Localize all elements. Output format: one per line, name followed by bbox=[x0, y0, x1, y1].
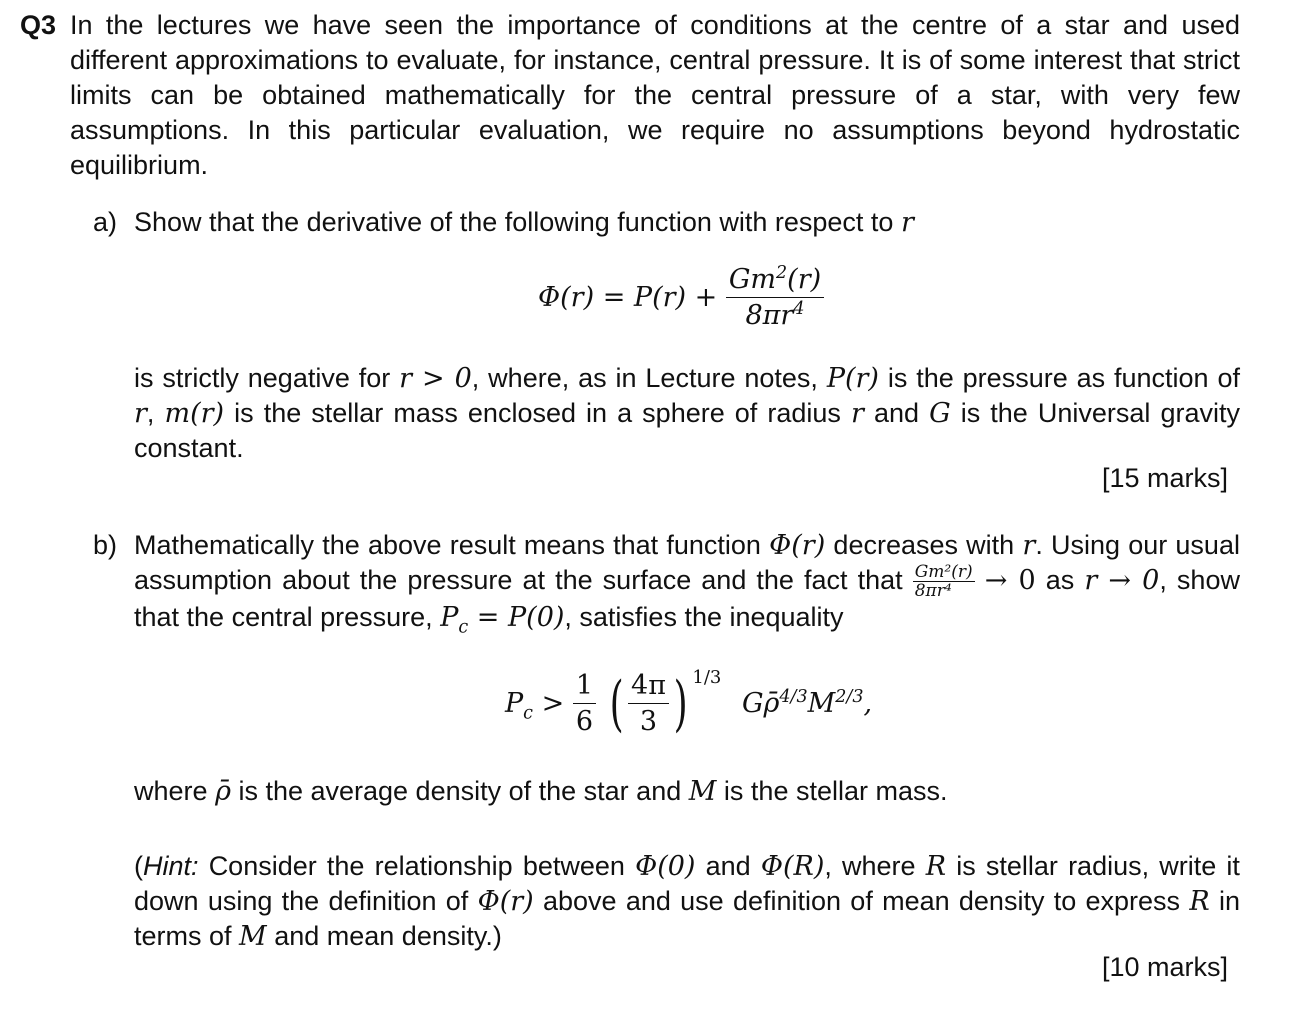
part-a-lead-text: Show that the derivative of the following function with respect to bbox=[134, 207, 894, 237]
phi-equation-denominator bbox=[726, 298, 824, 333]
ineq-left-paren: ( bbox=[609, 668, 624, 739]
hint-5: above and use definition of mean density to express bbox=[542, 886, 1181, 916]
den-base: 8πr bbox=[745, 300, 794, 331]
ineq-four-pi-thirds bbox=[628, 668, 669, 739]
part-b-arrow0: → 0 bbox=[984, 565, 1036, 596]
part-a-label: a) bbox=[93, 207, 118, 237]
hint-3: , where bbox=[824, 851, 916, 881]
num-tail: (r) bbox=[787, 264, 822, 295]
ineq-four-pi: 4π bbox=[628, 668, 669, 704]
den-sup: 4 bbox=[793, 299, 805, 319]
phi-equation-numerator bbox=[726, 262, 824, 298]
ineq-lhs-sub: c bbox=[523, 703, 533, 724]
pressure-inequality bbox=[505, 668, 872, 739]
part-a-body-2: , where, as in Lecture notes, bbox=[471, 363, 818, 393]
part-b-hint bbox=[134, 849, 1240, 954]
phi-equation-fraction bbox=[726, 262, 824, 333]
where-M: M bbox=[688, 776, 717, 807]
hint-R2: R bbox=[1189, 886, 1210, 917]
part-a-body-4: is the stellar mass enclosed in a sphere of radius bbox=[234, 398, 841, 428]
question-intro: In the lectures we have seen the importance of conditions at the centre of a star and used different approximations to evaluate, for instance, central pressure. It is of some interest that strict limits can be obtained mathematically for the central pressure of a star, with very few assumptions. In this particular evaluation, we require no assumptions beyond hydrostatic equilibrium. bbox=[70, 10, 1240, 180]
part-a-cond: r > 0 bbox=[399, 363, 472, 394]
hint-phiR: Φ(R) bbox=[760, 851, 825, 882]
part-a-body-1: is strictly negative for bbox=[134, 363, 391, 393]
part-a-comma: , bbox=[146, 398, 155, 428]
part-b-Pc bbox=[440, 602, 565, 638]
where-2: is the average density of the star and bbox=[238, 776, 682, 806]
hint-phi0: Φ(0) bbox=[635, 851, 696, 882]
hint-R: R bbox=[925, 851, 947, 882]
ineq-six: 6 bbox=[575, 706, 593, 737]
where-rho-bar: ρ̄ bbox=[215, 776, 231, 807]
part-a-r-var2: r bbox=[850, 398, 864, 429]
hint-7: and mean density.) bbox=[274, 921, 502, 951]
part-a-G-var: G bbox=[929, 398, 951, 429]
hint-open: ( bbox=[134, 851, 143, 881]
hint-4: is stellar radius, write it down using the definition of bbox=[134, 851, 1240, 916]
part-b-r1: r bbox=[1022, 530, 1036, 561]
num-base: Gm bbox=[728, 264, 777, 295]
small-frac-num: Gm²(r) bbox=[914, 562, 973, 583]
part-a-m-r: m(r) bbox=[164, 398, 225, 429]
ineq-G-rho: Gρ̄ bbox=[741, 688, 780, 719]
hint-2: and bbox=[705, 851, 751, 881]
part-b-marks: [10 marks] bbox=[1101, 952, 1228, 982]
part-a-body-3: is the pressure as function of bbox=[887, 363, 1240, 393]
part-a-lead-var: r bbox=[900, 207, 914, 238]
phi-equation-lhs: Φ(r) = P(r) + bbox=[538, 282, 718, 313]
hint-M: M bbox=[239, 921, 267, 952]
hint-phi-r: Φ(r) bbox=[477, 886, 534, 917]
ineq-gt: > bbox=[541, 688, 565, 719]
part-b-where bbox=[134, 774, 948, 809]
part-a-marks: [15 marks] bbox=[1101, 463, 1228, 493]
ineq-comma: , bbox=[863, 688, 873, 719]
hint-1: Consider the relationship between bbox=[208, 851, 625, 881]
small-frac-den: 8πr⁴ bbox=[914, 581, 952, 602]
hint-6: in terms of bbox=[134, 886, 1240, 951]
phi-equation bbox=[538, 262, 824, 333]
ineq-M-exp: 2/3 bbox=[835, 687, 864, 707]
part-a-lead bbox=[134, 205, 914, 240]
num-sup: 2 bbox=[776, 263, 788, 283]
part-b-body bbox=[134, 528, 1240, 638]
part-a-body-6: is the Universal gravity constant. bbox=[134, 398, 1240, 463]
part-b-Pc-rhs: = P(0) bbox=[476, 602, 565, 634]
part-b-t3: . Using our usual assumption about the pressure at the surface and the fact that bbox=[134, 530, 1240, 595]
where-1: where bbox=[134, 776, 208, 806]
part-b-t6: , satisfies the inequality bbox=[564, 602, 844, 633]
part-b-label: b) bbox=[93, 530, 118, 560]
part-b-t1: Mathematically the above result means that function bbox=[134, 530, 761, 560]
ineq-lhs bbox=[505, 688, 533, 724]
question-number: Q3 bbox=[20, 10, 57, 40]
part-a-body bbox=[134, 361, 1240, 466]
part-a-body-5: and bbox=[873, 398, 920, 428]
ineq-lhs-base: P bbox=[505, 688, 524, 719]
part-b-t2: decreases with bbox=[833, 530, 1015, 560]
part-b-phi-r: Φ(r) bbox=[769, 530, 826, 561]
part-b-r-to-0: r → 0 bbox=[1084, 565, 1160, 596]
hint-label: Hint: bbox=[143, 851, 199, 881]
ineq-tail bbox=[742, 688, 872, 719]
ineq-three: 3 bbox=[639, 706, 658, 737]
ineq-rho-exp: 4/3 bbox=[779, 687, 808, 707]
part-b-Pc-sub: c bbox=[458, 617, 469, 638]
ineq-one-sixth bbox=[573, 668, 596, 739]
part-b-Pc-base: P bbox=[440, 602, 459, 634]
where-3: is the stellar mass. bbox=[723, 776, 948, 806]
ineq-M: M bbox=[807, 688, 836, 719]
ineq-one: 1 bbox=[573, 668, 596, 704]
ineq-right-paren: ) bbox=[673, 668, 688, 739]
part-a-P-r: P(r) bbox=[826, 363, 879, 394]
part-b-t4: as bbox=[1045, 565, 1075, 595]
part-a-r-var: r bbox=[134, 398, 147, 429]
part-b-t5: , show that the central pressure, bbox=[134, 565, 1240, 633]
ineq-exp: 1/3 bbox=[692, 667, 722, 688]
part-b-small-fraction bbox=[913, 563, 975, 600]
